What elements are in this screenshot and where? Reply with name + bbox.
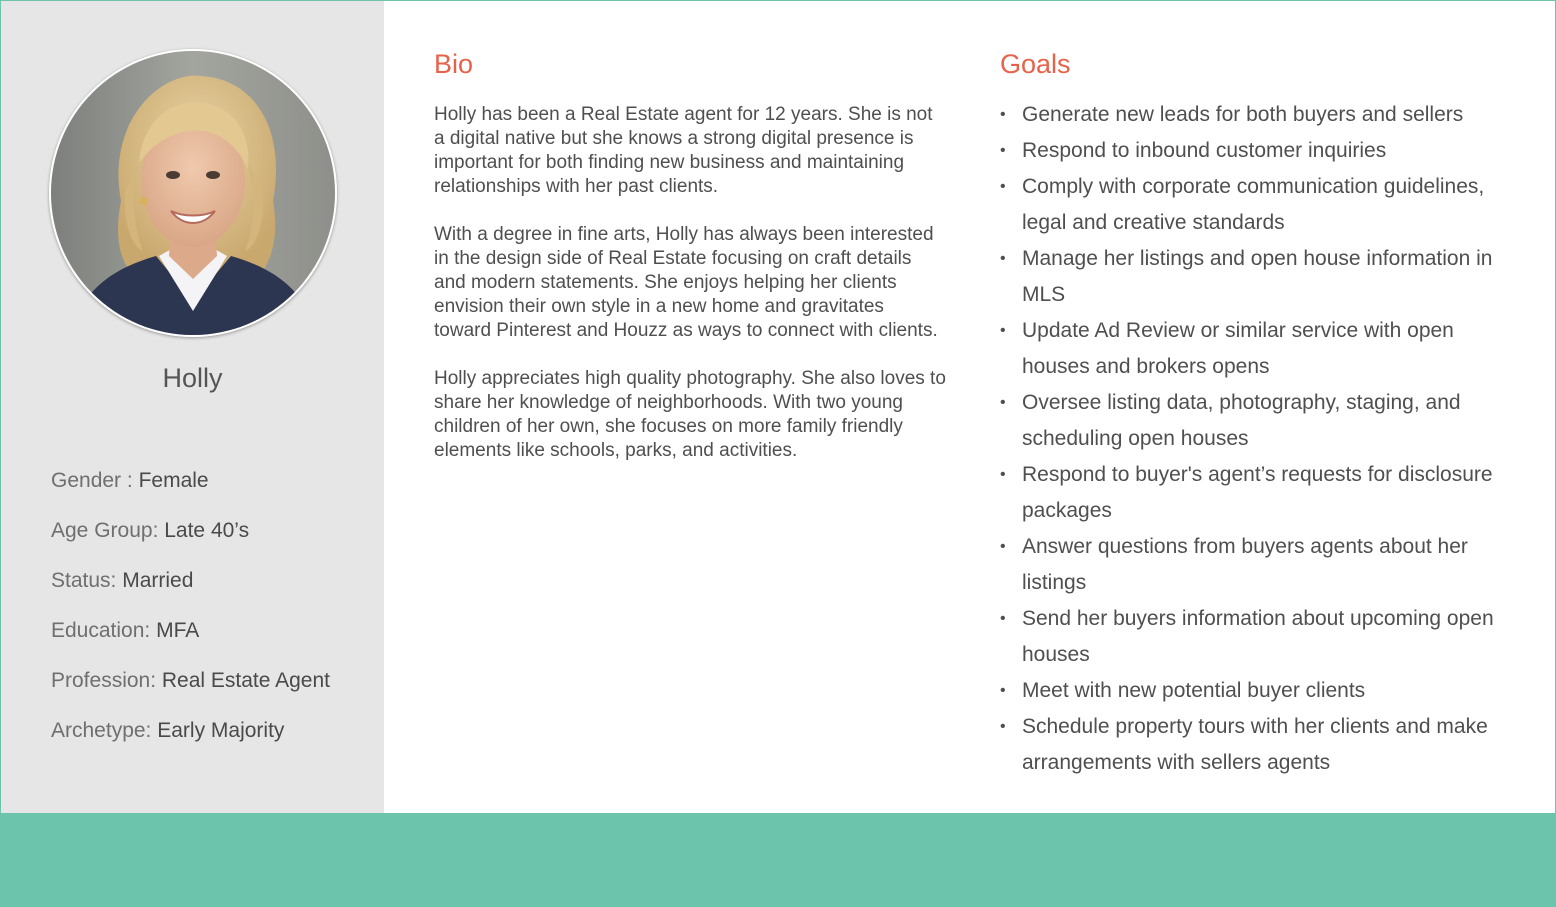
attribute-profession xyxy=(51,665,330,715)
footer-band xyxy=(0,813,1556,907)
goal-item xyxy=(1000,385,1520,457)
goal-item xyxy=(1000,709,1520,781)
goal-item xyxy=(1000,97,1520,133)
goal-text: Answer questions from buyers agents about her listings xyxy=(1022,535,1468,594)
attribute-archetype xyxy=(51,715,330,765)
goal-text: Respond to buyer's agent’s requests for disclosure packages xyxy=(1022,463,1493,522)
goal-item xyxy=(1000,601,1520,673)
bullet-icon: • xyxy=(1000,394,1006,411)
persona-name: Holly xyxy=(162,363,223,393)
goal-text: Respond to inbound customer inquiries xyxy=(1022,139,1387,162)
persona-avatar xyxy=(49,49,337,337)
bullet-icon: • xyxy=(1000,538,1006,555)
attribute-label: Gender : xyxy=(51,469,139,492)
attribute-label: Archetype: xyxy=(51,719,158,742)
bullet-icon: • xyxy=(1000,178,1006,195)
bullet-icon: • xyxy=(1000,718,1006,735)
attribute-label: Age Group: xyxy=(51,519,165,542)
attribute-label: Profession: xyxy=(51,669,162,692)
attribute-gender xyxy=(51,465,330,515)
goal-text: Meet with new potential buyer clients xyxy=(1022,679,1366,702)
attribute-value: Female xyxy=(138,469,209,492)
attribute-label: Status: xyxy=(51,569,123,592)
attribute-value: Late 40’s xyxy=(164,519,250,542)
persona-sidebar xyxy=(1,1,384,813)
goal-item xyxy=(1000,457,1520,529)
bullet-icon: • xyxy=(1000,610,1006,627)
bio-paragraph: Holly has been a Real Estate agent for 12 years. She is not a digital native but she knows a strong digital presence is important for both finding new business and maintaining relationships with her past clients. xyxy=(434,104,933,197)
attribute-age-group xyxy=(51,515,330,565)
goal-text: Send her buyers information about upcoming open houses xyxy=(1022,607,1494,666)
bullet-icon: • xyxy=(1000,322,1006,339)
bullet-icon: • xyxy=(1000,466,1006,483)
goal-text: Manage her listings and open house information in MLS xyxy=(1022,247,1493,306)
goal-item xyxy=(1000,673,1520,709)
goal-text: Schedule property tours with her clients and make arrangements with sellers agents xyxy=(1022,715,1488,774)
bullet-icon: • xyxy=(1000,682,1006,699)
attribute-label: Education: xyxy=(51,619,157,642)
attribute-value: Real Estate Agent xyxy=(161,669,331,692)
bio-paragraph: Holly appreciates high quality photography. She also loves to share her knowledge of neighborhoods. With two young children of her own, she focuses on more family friendly elements like schools, parks, and activities. xyxy=(434,368,946,461)
bullet-icon: • xyxy=(1000,106,1006,123)
attribute-education xyxy=(51,615,330,665)
goal-text: Generate new leads for both buyers and sellers xyxy=(1022,103,1464,126)
bullet-icon: • xyxy=(1000,142,1006,159)
goal-item xyxy=(1000,313,1520,385)
persona-attributes xyxy=(51,465,330,765)
goal-text: Comply with corporate communication guidelines, legal and creative standards xyxy=(1022,175,1485,234)
goal-item xyxy=(1000,133,1520,169)
attribute-status xyxy=(51,565,330,615)
bio-title: Bio xyxy=(434,49,474,79)
attribute-value: Early Majority xyxy=(157,719,285,742)
goal-item xyxy=(1000,529,1520,601)
goal-item xyxy=(1000,241,1520,313)
persona-photo-icon xyxy=(51,51,335,335)
bio-section xyxy=(434,103,946,487)
goal-text: Oversee listing data, photography, staging, and scheduling open houses xyxy=(1022,391,1461,450)
bullet-icon: • xyxy=(1000,250,1006,267)
attribute-value: Married xyxy=(122,569,194,592)
goal-text: Update Ad Review or similar service with open houses and brokers opens xyxy=(1022,319,1454,378)
attribute-value: MFA xyxy=(156,619,200,642)
goals-title: Goals xyxy=(1000,49,1071,79)
goal-item xyxy=(1000,169,1520,241)
goals-list xyxy=(1000,97,1520,781)
bio-paragraph: With a degree in fine arts, Holly has always been interested in the design side of Real Estate focusing on craft details and modern statements. She enjoys helping her clients envision their own style in a new home and gravitates toward Pinterest and Houzz as ways to connect with clients. xyxy=(434,224,938,341)
